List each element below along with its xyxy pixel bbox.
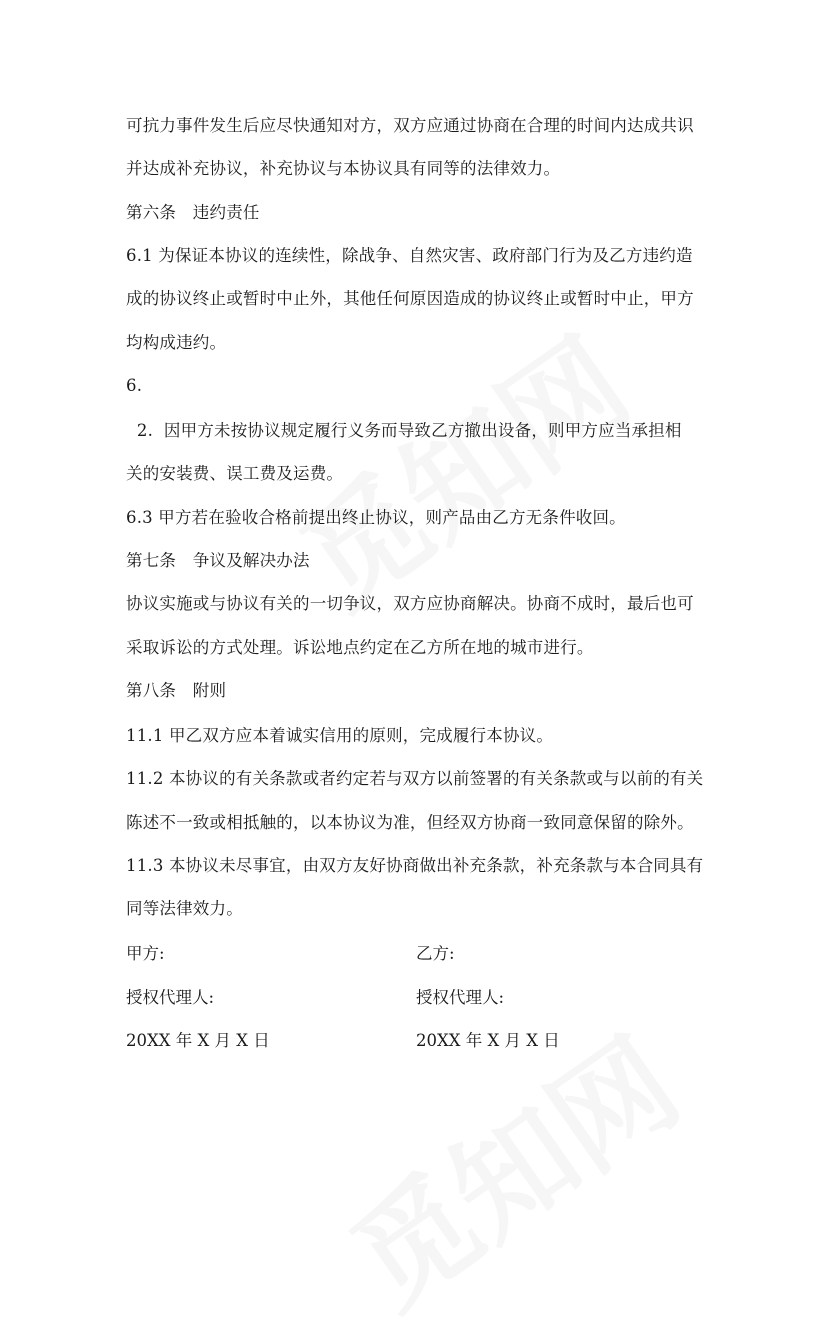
date-b: 20XX 年 X 月 X 日 bbox=[416, 1031, 560, 1050]
paragraph-line: 成的协议终止或暂时中止外，其他任何原因造成的协议终止或暂时中止，甲方 bbox=[126, 289, 694, 308]
date-a: 20XX 年 X 月 X 日 bbox=[126, 1031, 270, 1050]
agent-b-label: 授权代理人: bbox=[416, 988, 505, 1007]
paragraph-line: 并达成补充协议，补充协议与本协议具有同等的法律效力。 bbox=[126, 159, 561, 178]
paragraph-line: 6.3 甲方若在验收合格前提出终止协议，则产品由乙方无条件收回。 bbox=[126, 508, 626, 527]
paragraph-line: 11.1 甲乙双方应本着诚实信用的原则，完成履行本协议。 bbox=[126, 726, 554, 745]
paragraph-line: 11.3 本协议未尽事宜，由双方友好协商做出补充条款，补充条款与本合同具有 bbox=[126, 856, 704, 875]
paragraph-line: 均构成违约。 bbox=[126, 333, 227, 352]
paragraph-line: 6.1 为保证本协议的连续性，除战争、自然灾害、政府部门行为及乙方违约造 bbox=[126, 246, 693, 265]
paragraph-line: 可抗力事件发生后应尽快通知对方，双方应通过协商在合理的时间内达成共识 bbox=[126, 116, 694, 135]
section-heading: 第六条 违约责任 bbox=[126, 203, 260, 222]
paragraph-line: 采取诉讼的方式处理。诉讼地点约定在乙方所在地的城市进行。 bbox=[126, 638, 594, 657]
section-heading: 第八条 附则 bbox=[126, 681, 227, 700]
party-b-label: 乙方: bbox=[416, 944, 455, 963]
paragraph-line: 关的安装费、误工费及运费。 bbox=[126, 464, 344, 483]
party-a-label: 甲方: bbox=[126, 944, 165, 963]
paragraph-line: 同等法律效力。 bbox=[126, 899, 243, 918]
paragraph-line: 协议实施或与协议有关的一切争议，双方应协商解决。协商不成时，最后也可 bbox=[126, 594, 694, 613]
paragraph-line: 11.2 本协议的有关条款或者约定若与双方以前签署的有关条款或与以前的有关 bbox=[126, 769, 704, 788]
paragraph-line: 2. 因甲方未按协议规定履行义务而导致乙方撤出设备，则甲方应当承担相 bbox=[126, 421, 682, 440]
paragraph-line: 陈述不一致或相抵触的，以本协议为准，但经双方协商一致同意保留的除外。 bbox=[126, 813, 694, 832]
paragraph-line: 6. bbox=[126, 376, 143, 395]
section-heading: 第七条 争议及解决办法 bbox=[126, 551, 310, 570]
agent-a-label: 授权代理人: bbox=[126, 988, 215, 1007]
